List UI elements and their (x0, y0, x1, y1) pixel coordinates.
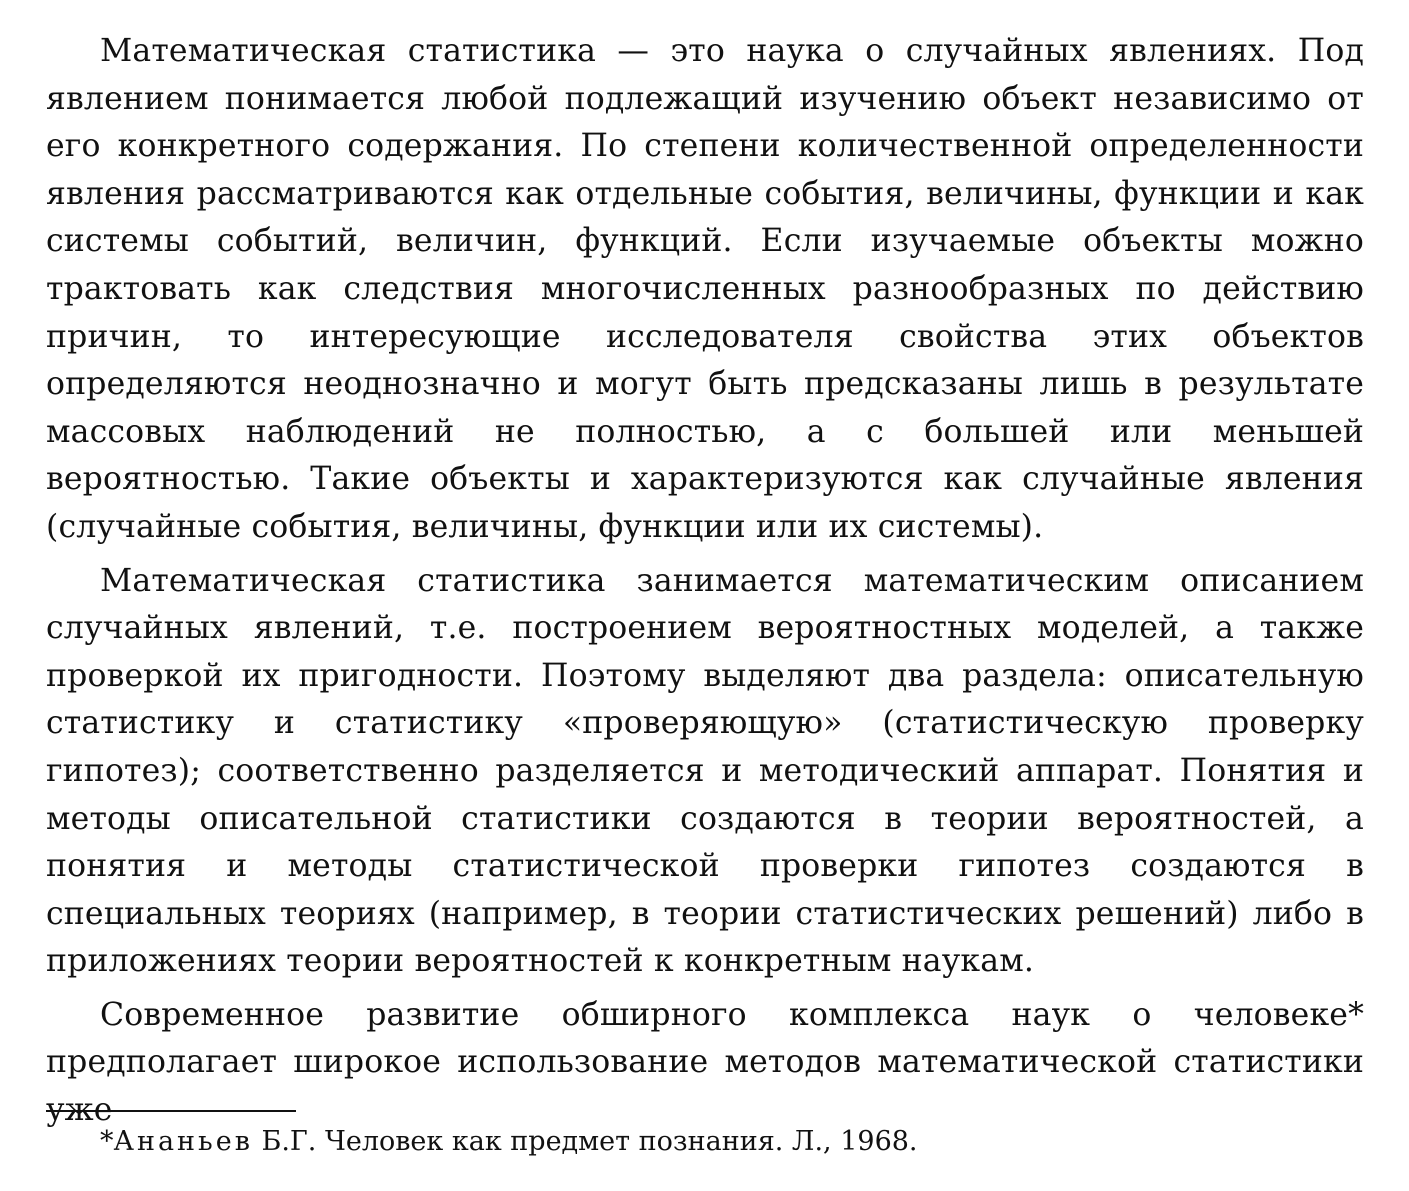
footnote-marker: * (100, 1126, 114, 1157)
footnote (100, 1122, 918, 1162)
paragraph-3: Современное развитие обширного комплекса наук о человеке* предполагает широкое использование методов математической статистики уже (46, 996, 1364, 1129)
footnote-reference: Б.Г. Человек как предмет познания. Л., 1968. (252, 1126, 918, 1157)
paragraph-2: Математическая статистика занимается математическим описанием случайных явлений, т.е. построением вероятностных моделей, а также проверкой их пригодности. Поэтому выделяют два раздела: описательную статистику и статистику «проверяющую» (статистическую проверку гипотез); соответственно разделяется и методический аппарат. Понятия и методы описательной статистики создаются в теории вероятностей, а понятия и методы статистической проверки гипотез создаются в специальных теориях (например, в теории статистических решений) либо в приложениях теории вероятностей к конкретным наукам. (46, 562, 1364, 980)
paragraph-1: Математическая статистика — это наука о случайных явлениях. Под явлением понимается любой подлежащий изучению объект независимо от его конкретного содержания. По степени количественной определенности явления рассматриваются как отдельные события, величины, функции и как системы событий, величин, функций. Если изучаемые объекты можно трактовать как следствия многочисленных разнообразных по действию причин, то интересующие исследователя свойства этих объектов определяются неоднозначно и могут быть предсказаны лишь в результате массовых наблюдений не полностью, а с большей или меньшей вероятностью. Такие объекты и характеризуются как случайные явления (случайные события, величины, функции или их системы). (46, 33, 1364, 545)
text-body (46, 28, 1364, 1135)
footnote-author: Ананьев (113, 1126, 253, 1157)
footnote-separator (46, 1110, 296, 1112)
